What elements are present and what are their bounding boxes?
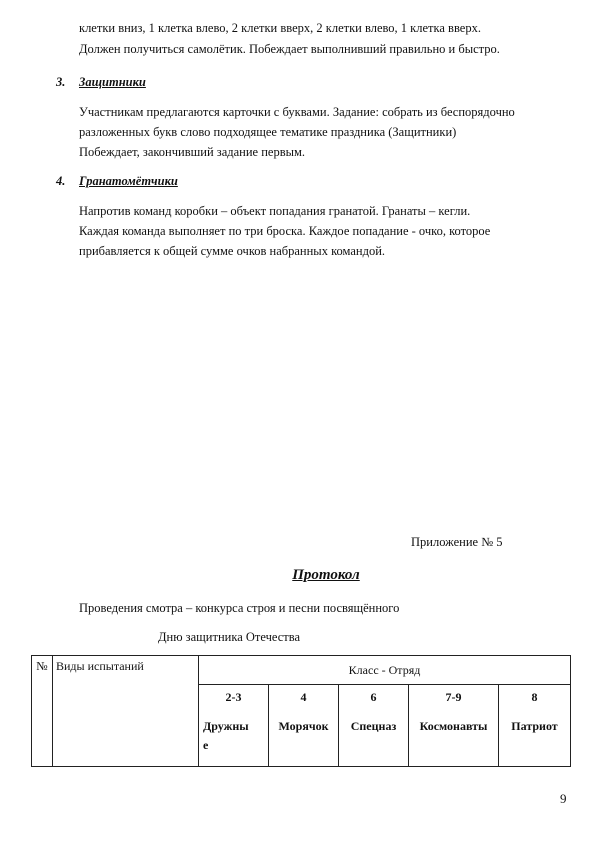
class-grade: 2-3 [225, 690, 242, 704]
paragraph-line: Побеждает, закончивший задание первым. [79, 145, 306, 159]
class-column [339, 685, 409, 767]
squad-name: Дружны [203, 719, 249, 733]
protocol-subtitle: Проведения смотра – конкурса строя и песни посвящённого [79, 601, 400, 615]
section-heading-4 [56, 174, 178, 189]
class-grade: 4 [300, 690, 307, 704]
header-test-kinds: Виды испытаний [53, 656, 199, 767]
section-number: 3. [56, 75, 66, 89]
squad-name: Спецназ [350, 719, 397, 733]
paragraph-line: Каждая команда выполняет по три броска. Каждое попадание - очко, которое [79, 224, 491, 238]
squad-name: Космонавты [419, 719, 488, 733]
header-class-squad: Класс - Отряд [199, 656, 571, 685]
header-number: № [32, 656, 53, 767]
class-grade: 6 [370, 690, 377, 704]
page-number: 9 [560, 791, 567, 806]
protocol-table [31, 655, 571, 767]
squad-name-cont: е [203, 738, 209, 752]
appendix-label: Приложение № 5 [411, 535, 503, 549]
class-column [409, 685, 499, 767]
class-column [499, 685, 571, 767]
class-grade: 7-9 [445, 690, 462, 704]
class-grade: 8 [531, 690, 538, 704]
section-heading-3 [56, 75, 146, 90]
paragraph-line: разложенных букв слово подходящее тематике праздника (Защитники) [79, 125, 457, 139]
paragraph-line: Участникам предлагаются карточки с буквами. Задание: собрать из беспорядочно [79, 105, 515, 119]
section-title: Защитники [79, 75, 146, 89]
paragraph-line: прибавляется к общей сумме очков набранных командой. [79, 244, 386, 258]
paragraph-line: клетки вниз, 1 клетка влево, 2 клетки вверх, 2 клетки влево, 1 клетка вверх. [79, 21, 481, 35]
paragraph-line: Напротив команд коробки – объект попадания гранатой. Гранаты – кегли. [79, 204, 471, 218]
section-title: Гранатомётчики [79, 174, 178, 188]
protocol-subtitle: Дню защитника Отечества [158, 630, 301, 644]
squad-name: Патриот [511, 719, 558, 733]
section-number: 4. [56, 174, 66, 188]
protocol-title: Протокол [292, 567, 360, 583]
squad-name: Морячок [278, 719, 329, 733]
class-column [269, 685, 339, 767]
class-column [199, 685, 269, 767]
paragraph-line: Должен получиться самолётик. Побеждает выполнивший правильно и быстро. [79, 42, 500, 56]
